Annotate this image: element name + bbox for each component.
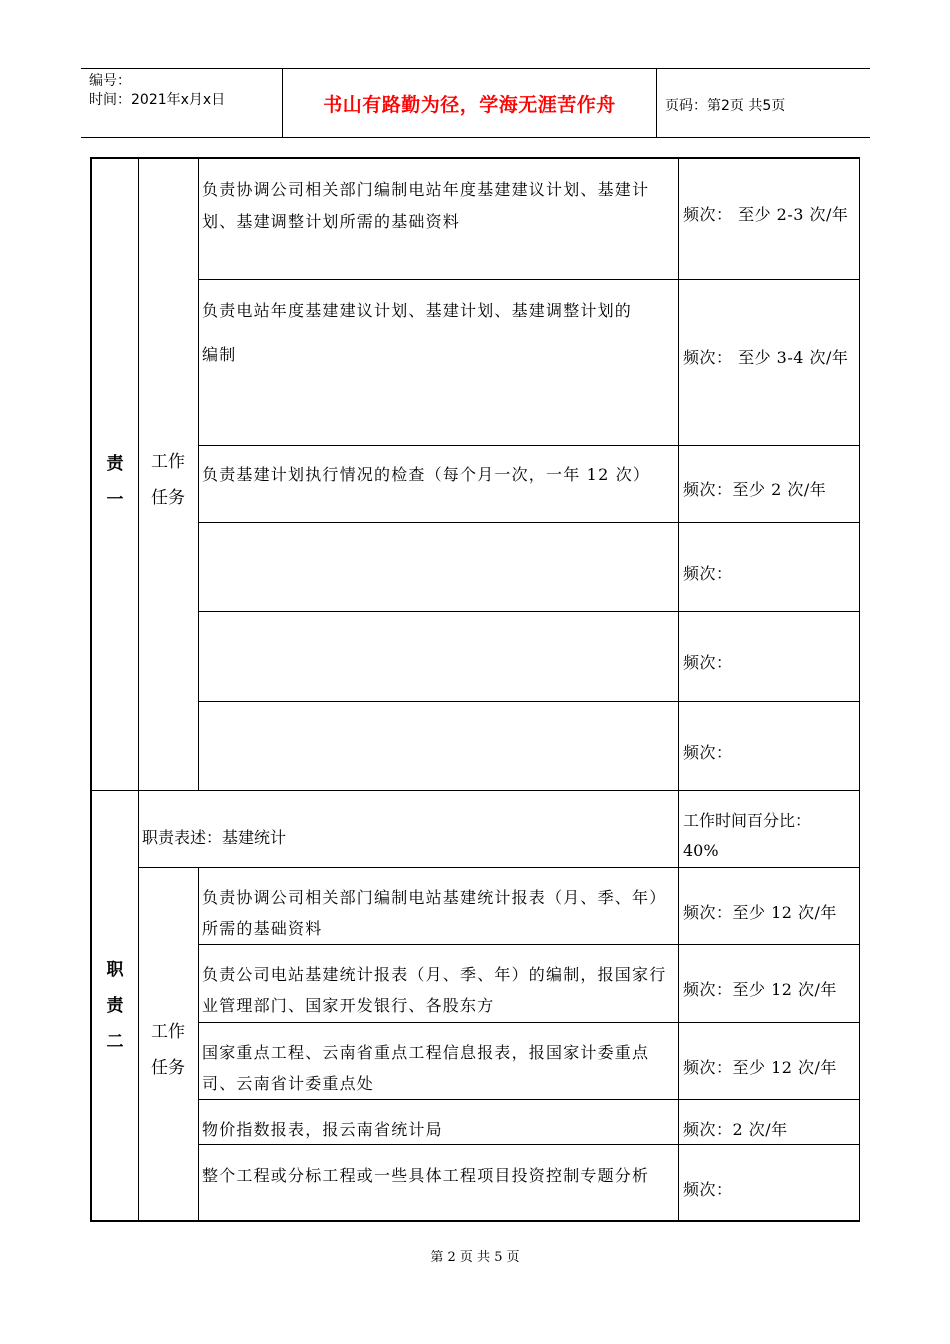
duty2-tasks-label (139, 1014, 197, 1086)
tasks-label-line: 工作 (151, 1022, 185, 1042)
duty2-freq-1: 频次：至少 12 次/年 (683, 903, 837, 922)
row-line (198, 522, 859, 523)
number-label: 编号： (89, 73, 131, 89)
duty1-task-2 (202, 295, 676, 371)
duty2-freq-divider (678, 790, 679, 1221)
tasks-label-line: 任务 (151, 1058, 185, 1078)
duty2-label-char: 责 (106, 996, 124, 1016)
row-line (198, 279, 859, 280)
duty2-freq-2: 频次：至少 12 次/年 (683, 980, 837, 999)
duty1-task-3: 负责基建计划执行情况的检查（每个月一次，一年 12 次） (202, 465, 651, 484)
task-text: 负责电站年度基建建议计划、基建计划、基建调整计划的 (202, 301, 633, 320)
row-line (198, 445, 859, 446)
duty2-task-2: 负责公司电站基建统计报表（月、季、年）的编制，报国家行业管理部门、国家开发银行、各股东方 (202, 965, 667, 1015)
row-line (198, 701, 859, 702)
duty1-tasks-label (139, 444, 197, 516)
duty2-label (100, 952, 130, 1060)
duty2-divider (138, 790, 139, 1221)
section-line (90, 790, 860, 791)
duty2-description: 职责表述：基建统计 (142, 828, 287, 847)
duty1-label-char: 一 (106, 490, 124, 510)
duty1-freq-6: 频次： (683, 743, 733, 762)
row-line (198, 611, 859, 612)
duty2-freq-4: 频次：2 次/年 (683, 1120, 788, 1139)
row-line (198, 944, 859, 945)
duty2-label-char: 二 (106, 1032, 124, 1052)
time-label: 时间：2021年x月x日 (89, 92, 226, 108)
duty2-label-char: 职 (106, 960, 124, 980)
duty1-freq-divider (678, 157, 679, 790)
tasks-label-line: 任务 (151, 488, 185, 508)
motto-text: 书山有路勤为径，学海无涯苦作舟 (323, 93, 616, 116)
duty2-task-divider (198, 867, 199, 1221)
duty2-task-1: 负责协调公司相关部门编制电站基建统计报表（月、季、年）所需的基础资料 (202, 888, 667, 938)
table-left-border (90, 157, 92, 1222)
duty2-freq-5: 频次： (683, 1180, 733, 1199)
duty2-task-5: 整个工程或分标工程或一些具体工程项目投资控制专题分析 (202, 1166, 650, 1185)
duty1-label (100, 446, 130, 518)
row-line (198, 1022, 859, 1023)
duty1-freq-4: 频次： (683, 564, 733, 583)
duty1-label-char: 责 (106, 454, 124, 474)
duty2-task-4: 物价指数报表，报云南省统计局 (202, 1120, 443, 1139)
duty1-freq-3: 频次：至少 2 次/年 (683, 480, 827, 499)
duty1-freq-5: 频次： (683, 653, 733, 672)
tasks-label-line: 工作 (151, 452, 185, 472)
page-footer: 第 2 页 共 5 页 (430, 1250, 520, 1265)
duty2-freq-3: 频次：至少 12 次/年 (683, 1058, 837, 1077)
duty2-time-percent: 工作时间百分比：40% (683, 811, 812, 860)
duty1-freq-2: 频次： 至少 3-4 次/年 (683, 348, 849, 367)
row-line (198, 1099, 859, 1100)
task-text-extra: 编制 (202, 345, 237, 364)
duty1-task-1: 负责协调公司相关部门编制电站年度基建建议计划、基建计划、基建调整计划所需的基础资料 (202, 180, 650, 231)
page-number-label: 页码：第2页 共5页 (665, 98, 786, 114)
duty1-task-divider (198, 157, 199, 790)
table-right-border (859, 157, 860, 1222)
table-bottom-border (90, 1220, 860, 1222)
duty1-freq-1: 频次： 至少 2-3 次/年 (683, 205, 849, 224)
table-top-border (90, 157, 860, 159)
row-line (138, 867, 859, 868)
duty2-task-3: 国家重点工程、云南省重点工程信息报表，报国家计委重点司、云南省计委重点处 (202, 1043, 650, 1093)
